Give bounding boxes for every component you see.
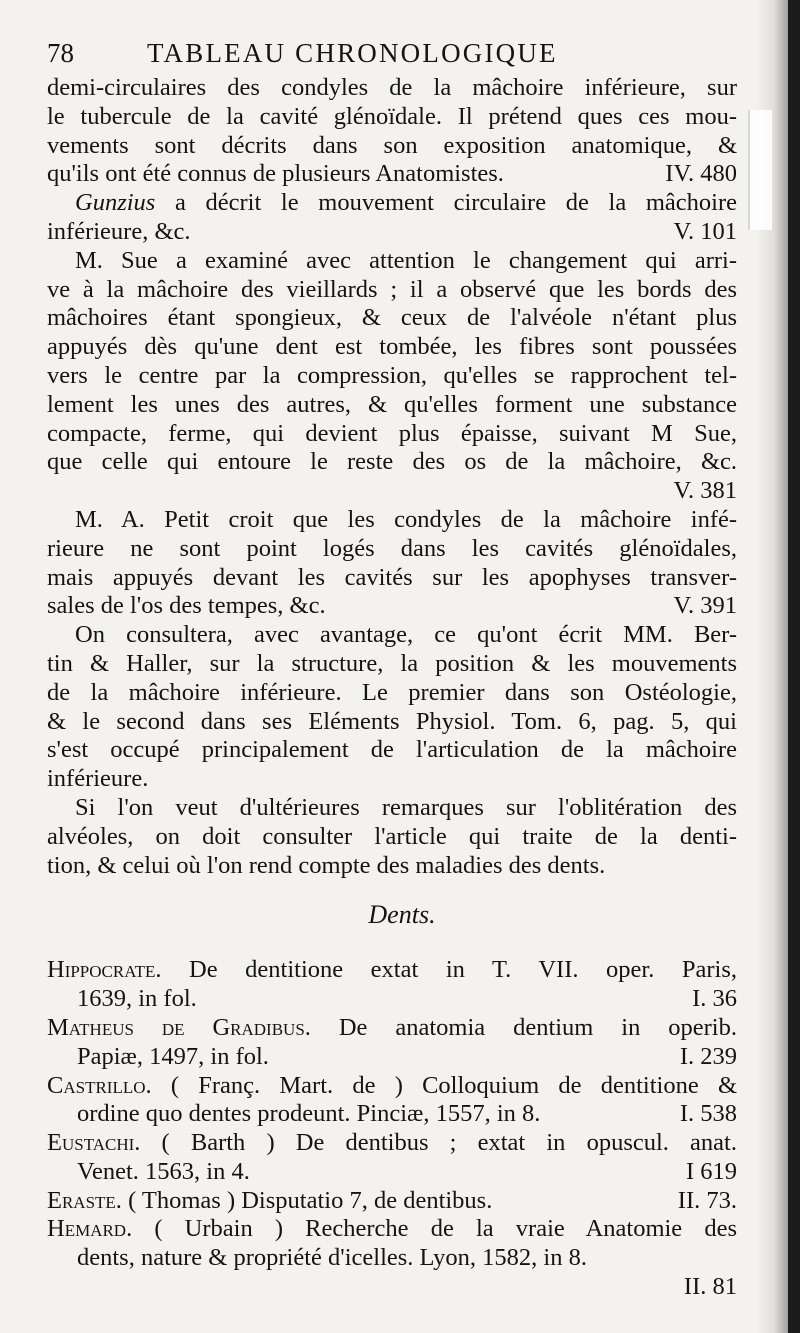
text-line: inférieure. [47,765,149,793]
entry-title: ( Urbain ) Recherche de la vraie Anatomie des [132,1215,737,1243]
entry-continuation [47,1100,737,1129]
entry-continuation [47,1244,737,1273]
entry-title: De anatomia dentium in operib. [310,1013,737,1041]
text-line: & le second dans ses Eléments Physiol. Tom. 6, pag. 5, qui [47,707,737,735]
text-line [47,506,737,535]
author-name: M. A. Petit [75,505,210,533]
text-line-with-reference [47,592,737,621]
text-line: sales de l'os des tempes, &c. [47,592,326,620]
entry-first-line [47,1014,737,1043]
text-line: On consultera, avec avantage, ce qu'ont écrit MM. Ber- [75,621,737,649]
bibliography-entry [47,956,737,1014]
text-line: rieure ne sont point logés dans les cavités glénoïdales, [47,534,737,562]
text-line: le tubercule de la cavité glénoïdale. Il prétend ques ces mou- [47,102,737,130]
volume-reference: II. 73. [677,1186,737,1214]
entry-first-line [47,1215,737,1244]
entry-author: Hemard. [47,1215,133,1243]
text-fragment: a décrit le mouvement circulaire de la mâchoire [155,189,737,217]
page-content [47,38,737,1302]
text-line-last [47,852,737,881]
text-line-with-reference [47,218,737,247]
text-line-last [47,765,737,794]
text-fragment: a examiné avec attention le changement qui arri- [157,246,737,274]
entry-title: ( Thomas ) Disputatio 7, de dentibus. [121,1186,493,1214]
entry-title: De dentitione extat in T. VII. oper. Paris, [161,956,737,984]
entry-imprint: ordine quo dentes prodeunt. Pinciæ, 1557, in 8. [77,1100,541,1128]
volume-reference: II. 81 [683,1273,737,1301]
entry-first-line [47,1072,737,1101]
text-line: inférieure, &c. [47,217,191,245]
entry-author: Hippocrate. [47,956,162,984]
entry-first-line [47,956,737,985]
entry-title: ( Franç. Mart. de ) Colloquium de dentitione & [151,1071,737,1099]
text-line: vements sont décrits dans son exposition anatomique, & [47,131,737,159]
binding-edge [788,0,800,1333]
paragraph-continuation [47,74,737,189]
author-name: Gunzius [75,189,156,217]
paragraph-obliteration [47,794,737,880]
volume-reference: IV. 480 [665,160,737,188]
volume-reference: I. 36 [692,985,737,1013]
entry-imprint: Venet. 1563, in 4. [77,1157,250,1185]
section-heading: Dents. [368,900,436,930]
entry-author: Matheus de Gradibus. [47,1013,311,1041]
text-line: Si l'on veut d'ultérieures remarques sur l'oblitération des [75,793,737,821]
text-fragment: croit que les condyles de la mâchoire infé- [209,505,738,533]
text-line: appuyés dès qu'une dent est tombée, les fibres sont poussées [47,333,737,361]
text-line: s'est occupé principalement de l'articulation de la mâchoire [47,736,737,764]
entry-imprint: dents, nature & propriété d'icelles. Lyon, 1582, in 8. [77,1244,587,1272]
bibliography-entry [47,1014,737,1072]
paragraph-gunzius [47,189,737,247]
volume-reference: I 619 [685,1157,737,1185]
entry-first-line [47,1129,737,1158]
paragraph-petit [47,506,737,621]
text-line: tin & Haller, sur la structure, la position & les mouvements [47,649,737,677]
text-line: que celle qui entoure le reste des os de la mâchoire, &c. [47,448,737,476]
entry-continuation [47,1158,737,1187]
text-line [47,189,737,218]
text-line: alvéoles, on doit consulter l'article qui traite de la denti- [47,822,737,850]
text-line: mais appuyés devant les cavités sur les apophyses transver- [47,563,737,591]
text-line: demi-circulaires des condyles de la mâchoire inférieure, sur [47,74,737,101]
text-line [47,247,737,276]
volume-reference: V. 391 [673,592,737,620]
page-number: 78 [47,38,74,68]
entry-title: ( Barth ) De dentibus ; extat in opuscul. anat. [140,1129,737,1157]
text-line: mâchoires étant spongieux, & ceux de l'alvéole n'étant plus [47,304,737,332]
bibliography-entry [47,1129,737,1187]
running-title: TABLEAU CHRONOLOGIQUE [147,38,558,68]
entry-continuation [47,985,737,1014]
entry-first-line [47,1187,737,1216]
paragraph-consultera [47,621,737,794]
entry-author: Eraste. [47,1186,122,1214]
paper-tear [748,110,772,230]
text-line: lement les unes des autres, & qu'elles forment une substance [47,390,737,418]
entry-author: Castrillo. [47,1071,152,1099]
paragraph-sue [47,247,737,506]
entry-author: Eustachi. [47,1129,141,1157]
bibliography-entry [47,1187,737,1216]
volume-reference: I. 538 [679,1100,737,1128]
text-line-with-reference [47,477,737,506]
entry-imprint: 1639, in fol. [77,985,197,1013]
bibliography-entry [47,1072,737,1130]
entry-imprint: Papiæ, 1497, in fol. [77,1042,269,1070]
volume-reference: V. 101 [673,217,737,245]
text-line: ve à la mâchoire des vieillards ; il a observé que les bords des [47,275,737,303]
volume-reference: I. 239 [679,1042,737,1070]
page-header [47,38,737,74]
entry-continuation [47,1043,737,1072]
text-line: de la mâchoire inférieure. Le premier dans son Ostéologie, [47,678,737,706]
author-name: M. Sue [75,246,158,274]
text-line: vers le centre par la compression, qu'elles se rapprochent tel- [47,361,737,389]
text-line-with-reference [47,160,737,189]
bibliography-entry [47,1215,737,1301]
bibliography-list [47,956,737,1302]
text-line: compacte, ferme, qui devient plus épaisse, suivant M Sue, [47,419,737,447]
text-line: qu'ils ont été connus de plusieurs Anatomistes. [47,160,504,188]
text-line: tion, & celui où l'on rend compte des maladies des dents. [47,851,606,879]
volume-reference: V. 381 [673,477,737,505]
